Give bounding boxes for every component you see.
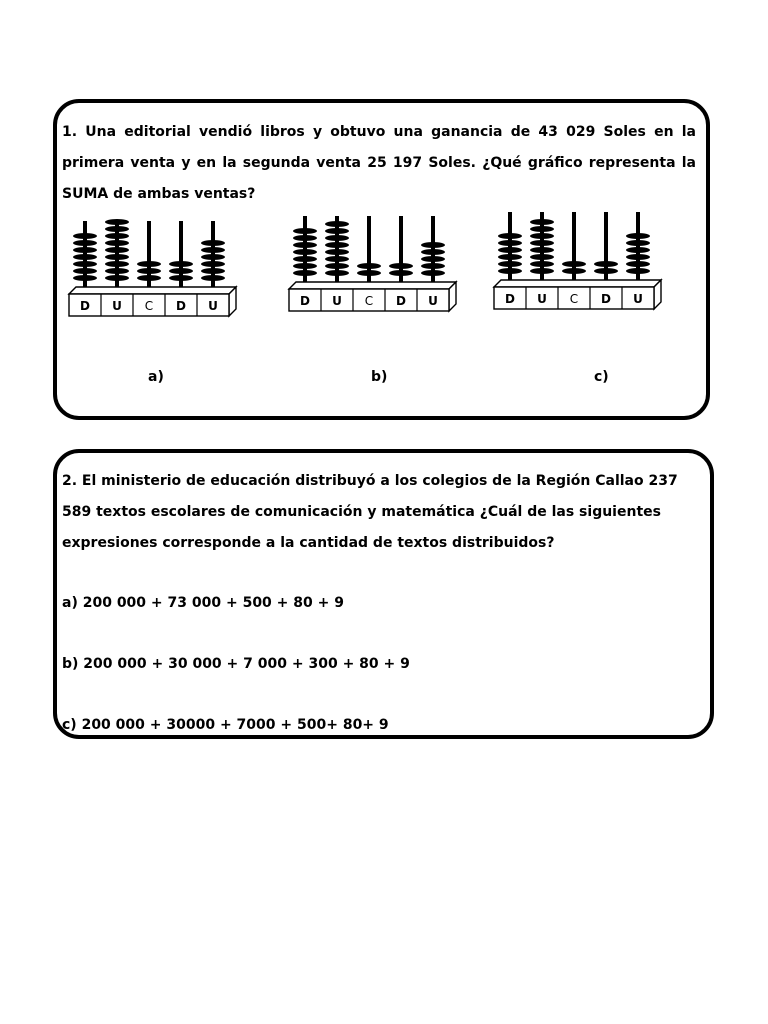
abacus-bead bbox=[73, 247, 97, 253]
abacus-place-label: U bbox=[208, 299, 218, 313]
question-2-card bbox=[53, 449, 714, 739]
abacus-bead bbox=[169, 275, 193, 281]
abacus-place-label: U bbox=[633, 292, 643, 306]
abacus-bead bbox=[530, 233, 554, 239]
question-2-line: 589 textos escolares de comunicación y matemática ¿Cuál de las siguientes bbox=[62, 504, 661, 520]
abacus-bead bbox=[105, 275, 129, 281]
abacus-bead bbox=[325, 249, 349, 255]
abacus-bead bbox=[626, 247, 650, 253]
abacus-bead bbox=[325, 242, 349, 248]
abacus-bead bbox=[530, 268, 554, 274]
abacus-bead bbox=[498, 233, 522, 239]
abacus-place-label: U bbox=[332, 294, 342, 308]
abacus-bead bbox=[594, 261, 618, 267]
option-c: c) 200 000 + 30000 + 7000 + 500+ 80+ 9 bbox=[62, 717, 389, 733]
abacus-place-label: C bbox=[569, 292, 579, 306]
abacus-place-label: D bbox=[601, 292, 611, 306]
abacus-bead bbox=[293, 228, 317, 234]
abacus-place-label: C bbox=[364, 294, 374, 308]
abacus-bead bbox=[137, 268, 161, 274]
abacus-bead bbox=[389, 263, 413, 269]
abacus-bead bbox=[105, 268, 129, 274]
abacus-bead bbox=[105, 233, 129, 239]
abacus-bead bbox=[325, 228, 349, 234]
abacus-bead bbox=[357, 270, 381, 276]
question-2-line: 2. El ministerio de educación distribuyó a los colegios de la Región Callao 237 bbox=[62, 473, 678, 489]
abacus-base-top bbox=[494, 280, 661, 287]
question-2-line: expresiones corresponde a la cantidad de textos distribuidos? bbox=[62, 535, 555, 551]
abacus-place-label: D bbox=[176, 299, 186, 313]
abacus-bead bbox=[293, 263, 317, 269]
abacus-bead bbox=[626, 240, 650, 246]
abacus-bead bbox=[105, 254, 129, 260]
abacus-bead bbox=[105, 219, 129, 225]
abacus-bead bbox=[498, 268, 522, 274]
abacus-bead bbox=[73, 254, 97, 260]
abacus-bead bbox=[498, 247, 522, 253]
abacus-bead bbox=[169, 261, 193, 267]
abacus-bead bbox=[530, 226, 554, 232]
abacus-bead bbox=[137, 275, 161, 281]
abacus-bead bbox=[530, 254, 554, 260]
abacus-place-label: C bbox=[144, 299, 154, 313]
abacus-bead bbox=[498, 240, 522, 246]
abacus-bead bbox=[421, 242, 445, 248]
abacus-bead bbox=[105, 240, 129, 246]
abacus-place-label: U bbox=[428, 294, 438, 308]
abacus-bead bbox=[293, 270, 317, 276]
abacus-bead bbox=[498, 254, 522, 260]
abacus-bead bbox=[169, 268, 193, 274]
abacus-bead bbox=[105, 261, 129, 267]
abacus-bead bbox=[105, 226, 129, 232]
abacus-bead bbox=[626, 233, 650, 239]
abacus-bead bbox=[73, 275, 97, 281]
abacus-bead bbox=[325, 235, 349, 241]
abacus-bead bbox=[105, 247, 129, 253]
abacus-bead bbox=[325, 263, 349, 269]
option-a: a) 200 000 + 73 000 + 500 + 80 + 9 bbox=[62, 595, 344, 611]
abacus-base-top bbox=[69, 287, 236, 294]
abacus-bead bbox=[421, 256, 445, 262]
abacus-bead bbox=[626, 261, 650, 267]
abacus-bead bbox=[73, 240, 97, 246]
abacus-c bbox=[491, 209, 667, 317]
abacus-bead bbox=[325, 221, 349, 227]
choice-c-label: c) bbox=[594, 369, 609, 385]
abacus-bead bbox=[498, 261, 522, 267]
abacus-bead bbox=[421, 263, 445, 269]
question-1-text: 1. Una editorial vendió libros y obtuvo una ganancia de 43 029 Soles en la primera venta y en la segunda venta 25 197 Soles. ¿Qué gráfico representa la SUMA de ambas ventas? bbox=[62, 124, 696, 202]
abacus-place-label: D bbox=[505, 292, 515, 306]
choice-a-label: a) bbox=[148, 369, 164, 385]
abacus-bead bbox=[293, 249, 317, 255]
abacus-bead bbox=[530, 261, 554, 267]
abacus-bead bbox=[293, 235, 317, 241]
abacus-bead bbox=[293, 256, 317, 262]
abacus-place-label: D bbox=[80, 299, 90, 313]
abacus-bead bbox=[325, 270, 349, 276]
abacus-bead bbox=[73, 233, 97, 239]
abacus-bead bbox=[626, 268, 650, 274]
abacus-base-top bbox=[289, 282, 456, 289]
abacus-bead bbox=[389, 270, 413, 276]
abacus-bead bbox=[421, 270, 445, 276]
abacus-place-label: D bbox=[396, 294, 406, 308]
abacus-bead bbox=[201, 254, 225, 260]
abacus-bead bbox=[293, 242, 317, 248]
abacus-place-label: U bbox=[537, 292, 547, 306]
abacus-bead bbox=[73, 261, 97, 267]
abacus-bead bbox=[201, 275, 225, 281]
abacus-place-label: U bbox=[112, 299, 122, 313]
abacus-bead bbox=[562, 261, 586, 267]
abacus-bead bbox=[530, 247, 554, 253]
abacus-bead bbox=[137, 261, 161, 267]
abacus-bead bbox=[201, 268, 225, 274]
abacus-bead bbox=[73, 268, 97, 274]
abacus-a bbox=[66, 218, 242, 324]
choice-b-label: b) bbox=[371, 369, 388, 385]
abacus-bead bbox=[325, 256, 349, 262]
abacus-bead bbox=[201, 240, 225, 246]
abacus-bead bbox=[357, 263, 381, 269]
option-b: b) 200 000 + 30 000 + 7 000 + 300 + 80 + 9 bbox=[62, 656, 410, 672]
abacus-bead bbox=[626, 254, 650, 260]
abacus-bead bbox=[594, 268, 618, 274]
abacus-bead bbox=[201, 261, 225, 267]
abacus-bead bbox=[562, 268, 586, 274]
abacus-bead bbox=[530, 240, 554, 246]
abacus-bead bbox=[530, 219, 554, 225]
abacus-bead bbox=[201, 247, 225, 253]
abacus-b bbox=[286, 213, 462, 319]
abacus-place-label: D bbox=[300, 294, 310, 308]
abacus-bead bbox=[421, 249, 445, 255]
